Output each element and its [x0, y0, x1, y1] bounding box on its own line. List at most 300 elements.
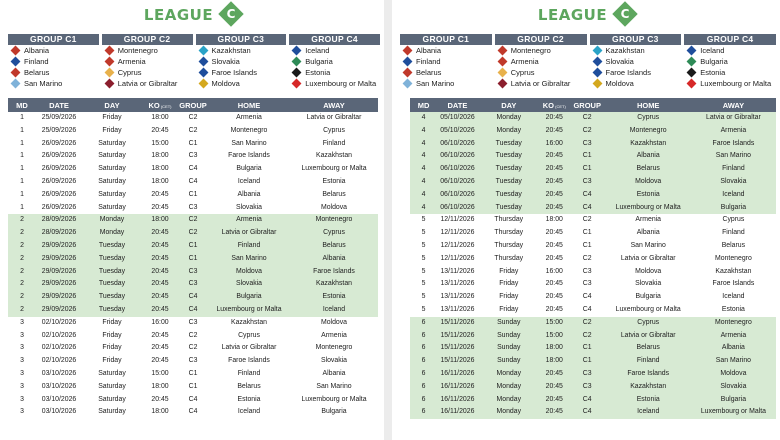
cell-date: 15/11/2026 — [440, 331, 475, 339]
cell-away: Montenegro — [315, 344, 353, 352]
cell-date: 06/10/2026 — [440, 203, 475, 211]
cell-date: 06/10/2026 — [440, 177, 475, 185]
cell-home: Moldova — [235, 267, 263, 275]
cell-group: C2 — [188, 114, 198, 121]
cell-home: Armenia — [236, 216, 262, 224]
cell-md: 4 — [421, 190, 426, 198]
cell-group: C1 — [582, 152, 592, 160]
cell-kickoff: 20:45 — [545, 382, 563, 390]
table-row — [410, 278, 776, 291]
cell-kickoff: 15:00 — [545, 331, 563, 339]
team-name: Latvia or Gibraltar — [117, 79, 178, 88]
table-row — [8, 253, 378, 266]
cell-md: 4 — [421, 203, 426, 211]
cell-day: Sunday — [497, 357, 521, 365]
table-row — [410, 330, 776, 343]
cell-group: C3 — [188, 280, 198, 288]
cell-home: Cyprus — [238, 331, 260, 339]
cell-kickoff: 20:45 — [545, 152, 563, 160]
cell-date: 03/10/2026 — [41, 395, 77, 403]
team-name: Cyprus — [117, 68, 142, 77]
cell-day: Friday — [499, 305, 519, 313]
cell-md: 5 — [421, 229, 426, 237]
cell-kickoff: 20:45 — [545, 280, 563, 288]
column-header-group — [569, 101, 606, 110]
cell-day: Monday — [496, 382, 522, 390]
cell-md: 5 — [421, 280, 426, 288]
fixtures-header — [410, 98, 776, 112]
cell-kickoff: 20:45 — [151, 357, 169, 365]
flag-icon — [403, 79, 413, 89]
ko-timezone-label: (CET) — [159, 103, 172, 109]
cell-away: Armenia — [720, 126, 747, 134]
cell-kickoff: 20:45 — [545, 369, 563, 377]
cell-kickoff: 16:00 — [545, 139, 563, 147]
team-name: San Marino — [416, 79, 455, 88]
column-header-md — [8, 101, 36, 110]
groups-table — [8, 34, 380, 90]
cell-md: 3 — [20, 395, 24, 403]
cell-group: C4 — [582, 395, 592, 403]
cell-home: Finland — [636, 357, 660, 365]
cell-date: 26/09/2026 — [41, 139, 77, 147]
cell-group: C2 — [582, 126, 592, 134]
flag-icon — [497, 57, 507, 67]
league-title-text: LEAGUE — [537, 6, 608, 24]
table-row — [410, 176, 776, 189]
cell-day: Tuesday — [98, 305, 126, 313]
flag-icon — [104, 46, 114, 56]
cell-group: C2 — [188, 344, 198, 352]
cell-home: Finland — [237, 241, 261, 249]
column-header-kickoff — [540, 101, 569, 110]
cell-date: 16/11/2026 — [440, 408, 475, 416]
cell-home: Iceland — [237, 408, 261, 416]
group-header: GROUP C3 — [196, 34, 287, 45]
cell-md: 2 — [20, 254, 24, 262]
cell-md: 2 — [20, 229, 24, 237]
cell-home: San Marino — [231, 139, 267, 147]
cell-date: 29/09/2026 — [41, 241, 77, 249]
cell-away: Belarus — [322, 241, 346, 249]
group-column — [684, 34, 776, 90]
cell-md: 2 — [20, 216, 24, 224]
group-header: GROUP C4 — [289, 34, 380, 45]
group-column — [102, 34, 193, 90]
column-header-label: DAY — [501, 100, 517, 110]
cell-home: Latvia or Gibraltar — [221, 229, 277, 237]
table-row — [8, 125, 378, 138]
team-name: Albania — [24, 46, 50, 55]
cell-home: Slovakia — [635, 280, 662, 288]
cell-md: 6 — [421, 331, 426, 339]
cell-md: 6 — [421, 318, 426, 326]
team-entry — [684, 78, 776, 89]
cell-date: 29/09/2026 — [41, 305, 77, 313]
cell-away: San Marino — [715, 357, 752, 365]
cell-date: 25/09/2026 — [41, 126, 77, 134]
cell-home: Armenia — [635, 216, 662, 224]
table-row — [8, 394, 378, 407]
cell-group: C3 — [582, 177, 592, 185]
cell-date: 05/10/2026 — [440, 126, 475, 134]
team-entry — [289, 56, 380, 67]
cell-kickoff: 20:45 — [151, 395, 169, 403]
flag-icon — [292, 79, 302, 89]
cell-home: Kazakhstan — [230, 318, 267, 326]
cell-md: 4 — [421, 114, 426, 121]
cell-kickoff: 20:45 — [151, 254, 169, 262]
table-row — [8, 368, 378, 381]
cell-day: Friday — [102, 126, 122, 134]
cell-day: Friday — [102, 318, 122, 326]
team-name: Cyprus — [510, 68, 535, 77]
cell-group: C2 — [582, 331, 592, 339]
flag-icon — [292, 57, 302, 67]
table-row — [410, 304, 776, 317]
flag-icon — [198, 46, 208, 56]
flag-icon — [292, 46, 302, 56]
cell-away: Iceland — [322, 305, 346, 313]
cell-date: 02/10/2026 — [41, 318, 77, 326]
cell-md: 5 — [421, 241, 426, 249]
cell-day: Tuesday — [495, 177, 522, 185]
cell-away: Albania — [721, 344, 745, 352]
team-entry — [102, 67, 193, 78]
flag-icon — [11, 68, 21, 78]
cell-home: San Marino — [231, 254, 267, 262]
cell-home: Cyprus — [637, 318, 660, 326]
table-row — [410, 253, 776, 266]
team-name: Slovakia — [605, 57, 634, 66]
flag-icon — [592, 79, 602, 89]
team-name: Iceland — [305, 46, 330, 55]
team-entry — [495, 67, 587, 78]
cell-md: 1 — [20, 126, 24, 134]
table-row — [410, 240, 776, 253]
cell-kickoff: 18:00 — [151, 382, 169, 390]
cell-away: Slovakia — [720, 177, 747, 185]
cell-away: Moldova — [320, 318, 348, 326]
table-row — [410, 368, 776, 381]
flag-icon — [198, 79, 208, 89]
team-entry — [102, 78, 193, 89]
cell-kickoff: 20:45 — [151, 126, 169, 134]
cell-group: C2 — [188, 216, 198, 224]
cell-date: 12/11/2026 — [440, 241, 475, 249]
cell-md: 4 — [421, 177, 426, 185]
team-entry — [289, 67, 380, 78]
team-entry — [495, 45, 587, 56]
team-name: Bulgaria — [700, 57, 728, 66]
table-row — [410, 125, 776, 138]
cell-away: Luxembourg or Malta — [700, 408, 766, 416]
table-row — [410, 342, 776, 355]
table-row — [410, 406, 776, 419]
team-name: Luxembourg or Malta — [700, 79, 772, 88]
schedule-panel-right — [392, 0, 780, 440]
cell-day: Monday — [496, 369, 522, 377]
cell-day: Saturday — [98, 203, 126, 211]
team-name: Montenegro — [117, 46, 158, 55]
cell-away: Belarus — [322, 190, 346, 198]
column-header-home — [208, 101, 290, 110]
cell-kickoff: 20:45 — [151, 331, 169, 339]
table-row — [8, 381, 378, 394]
cell-day: Saturday — [98, 190, 126, 198]
cell-date: 05/10/2026 — [440, 114, 475, 121]
league-logo-letter: C — [620, 7, 630, 21]
cell-group: C1 — [582, 357, 592, 365]
cell-day: Thursday — [494, 229, 524, 237]
cell-day: Tuesday — [98, 280, 126, 288]
cell-group: C1 — [582, 165, 592, 173]
cell-md: 2 — [20, 267, 24, 275]
cell-group: C3 — [188, 267, 198, 275]
cell-kickoff: 18:00 — [151, 177, 169, 185]
cell-kickoff: 15:00 — [151, 139, 169, 147]
table-row — [410, 266, 776, 279]
cell-kickoff: 20:45 — [545, 241, 563, 249]
cell-date: 26/09/2026 — [41, 177, 77, 185]
cell-date: 26/09/2026 — [41, 203, 77, 211]
flag-icon — [592, 57, 602, 67]
cell-kickoff: 20:45 — [545, 165, 563, 173]
team-name: Moldova — [605, 79, 634, 88]
cell-home: Estonia — [237, 395, 261, 403]
team-name: Kazakhstan — [211, 46, 251, 55]
cell-date: 12/11/2026 — [440, 254, 475, 262]
cell-day: Sunday — [497, 318, 521, 326]
table-row — [8, 202, 378, 215]
cell-kickoff: 20:45 — [545, 190, 563, 198]
cell-away: Slovakia — [720, 382, 747, 390]
cell-kickoff: 18:00 — [545, 357, 563, 365]
cell-day: Saturday — [98, 408, 126, 416]
team-name: Armenia — [117, 57, 146, 66]
cell-home: Bulgaria — [635, 293, 661, 301]
team-name: Belarus — [416, 68, 442, 77]
table-row — [8, 406, 378, 419]
group-header: GROUP C3 — [590, 34, 682, 45]
flag-icon — [497, 79, 507, 89]
cell-kickoff: 18:00 — [545, 216, 563, 224]
flag-icon — [403, 57, 413, 67]
cell-group: C2 — [188, 229, 198, 237]
cell-away: Latvia or Gibraltar — [306, 114, 362, 121]
cell-date: 13/11/2026 — [440, 305, 475, 313]
table-row — [8, 176, 378, 189]
cell-kickoff: 20:45 — [151, 305, 169, 313]
cell-kickoff: 20:45 — [545, 254, 563, 262]
team-name: Faroe Islands — [605, 68, 651, 77]
cell-date: 02/10/2026 — [41, 344, 77, 352]
table-row — [410, 150, 776, 163]
cell-home: Slovakia — [235, 203, 263, 211]
table-row — [8, 355, 378, 368]
cell-kickoff: 20:45 — [151, 190, 169, 198]
cell-day: Saturday — [98, 152, 126, 160]
cell-md: 4 — [421, 126, 426, 134]
cell-day: Sunday — [497, 344, 521, 352]
cell-kickoff: 20:45 — [545, 229, 563, 237]
table-row — [8, 304, 378, 317]
cell-away: Luxembourg or Malta — [301, 165, 367, 173]
cell-md: 1 — [20, 165, 24, 173]
cell-home: Bulgaria — [236, 293, 262, 301]
cell-md: 2 — [20, 305, 24, 313]
cell-home: Belarus — [636, 165, 660, 173]
group-header: GROUP C4 — [684, 34, 776, 45]
cell-group: C2 — [582, 254, 592, 262]
cell-day: Friday — [102, 114, 122, 121]
table-row — [8, 163, 378, 176]
cell-group: C1 — [188, 254, 198, 262]
group-column — [400, 34, 492, 90]
cell-group: C4 — [582, 190, 592, 198]
cell-home: Luxembourg or Malta — [615, 305, 681, 313]
cell-date: 13/11/2026 — [440, 293, 475, 301]
team-entry — [400, 45, 492, 56]
cell-kickoff: 20:45 — [545, 114, 563, 121]
cell-kickoff: 20:45 — [545, 408, 563, 416]
cell-home: Montenegro — [230, 126, 268, 134]
table-row — [8, 317, 378, 330]
cell-home: Latvia or Gibraltar — [620, 254, 676, 262]
cell-md: 1 — [20, 190, 24, 198]
cell-away: Moldova — [320, 203, 348, 211]
cell-group: C2 — [188, 126, 198, 134]
column-header-group — [178, 101, 208, 110]
table-row — [410, 202, 776, 215]
cell-away: Cyprus — [323, 229, 345, 237]
cell-home: Albania — [636, 152, 660, 160]
team-name: Slovakia — [211, 57, 240, 66]
cell-date: 02/10/2026 — [41, 331, 77, 339]
flag-icon — [292, 68, 302, 78]
cell-md: 6 — [421, 344, 426, 352]
cell-md: 5 — [421, 305, 426, 313]
flag-icon — [198, 57, 208, 67]
cell-group: C3 — [582, 139, 592, 147]
team-entry — [196, 67, 287, 78]
cell-md: 1 — [20, 203, 24, 211]
cell-date: 06/10/2026 — [440, 165, 475, 173]
cell-day: Thursday — [494, 241, 524, 249]
cell-group: C1 — [582, 344, 592, 352]
flag-icon — [104, 57, 114, 67]
table-row — [410, 355, 776, 368]
cell-home: Faroe Islands — [228, 152, 270, 160]
team-name: Kazakhstan — [605, 46, 645, 55]
cell-away: Cyprus — [323, 126, 345, 134]
cell-kickoff: 20:45 — [545, 305, 563, 313]
ko-timezone-label: (CET) — [554, 103, 566, 109]
team-name: Moldova — [211, 79, 240, 88]
column-header-label: HOME — [636, 100, 660, 110]
team-name: Albania — [416, 46, 442, 55]
table-row — [8, 266, 378, 279]
cell-group: C4 — [188, 177, 198, 185]
cell-group: C4 — [188, 293, 198, 301]
cell-group: C1 — [188, 382, 198, 390]
league-title-text: LEAGUE — [143, 6, 214, 24]
league-c-logo-icon — [218, 1, 243, 26]
flag-icon — [687, 46, 697, 56]
cell-group: C4 — [188, 408, 198, 416]
cell-day: Tuesday — [98, 254, 126, 262]
team-entry — [684, 56, 776, 67]
cell-away: Finland — [322, 139, 346, 147]
team-name: Iceland — [700, 46, 725, 55]
table-row — [8, 150, 378, 163]
team-entry — [8, 45, 99, 56]
group-header: GROUP C1 — [8, 34, 99, 45]
cell-day: Tuesday — [495, 139, 522, 147]
cell-date: 13/11/2026 — [440, 280, 475, 288]
column-header-label: KO — [148, 100, 160, 110]
column-header-label: KO — [542, 100, 554, 110]
cell-group: C4 — [582, 203, 592, 211]
cell-md: 5 — [421, 293, 426, 301]
team-entry — [590, 78, 682, 89]
flag-icon — [592, 46, 602, 56]
cell-group: C4 — [188, 395, 198, 403]
team-entry — [590, 67, 682, 78]
cell-date: 16/11/2026 — [440, 382, 475, 390]
cell-day: Friday — [499, 293, 519, 301]
group-column — [495, 34, 587, 90]
group-header: GROUP C2 — [495, 34, 587, 45]
cell-home: Albania — [237, 190, 261, 198]
league-title — [0, 6, 384, 30]
group-header: GROUP C2 — [102, 34, 193, 45]
cell-day: Monday — [496, 408, 522, 416]
column-header-kickoff — [142, 101, 178, 110]
team-entry — [400, 56, 492, 67]
cell-group: C4 — [582, 408, 592, 416]
cell-md: 3 — [20, 408, 24, 416]
cell-day: Monday — [99, 216, 125, 224]
cell-away: San Marino — [316, 382, 352, 390]
team-entry — [400, 78, 492, 89]
table-row — [410, 214, 776, 227]
cell-home: Belarus — [237, 382, 261, 390]
cell-md: 5 — [421, 267, 426, 275]
cell-group: C3 — [188, 203, 198, 211]
cell-group: C1 — [582, 241, 592, 249]
flag-icon — [497, 68, 507, 78]
cell-home: Iceland — [237, 177, 261, 185]
cell-md: 3 — [20, 331, 24, 339]
cell-kickoff: 18:00 — [151, 152, 169, 160]
cell-home: Montenegro — [629, 126, 667, 134]
cell-group: C3 — [188, 318, 198, 326]
cell-kickoff: 18:00 — [545, 344, 563, 352]
cell-away: Iceland — [722, 190, 745, 198]
cell-kickoff: 20:45 — [151, 229, 169, 237]
cell-kickoff: 20:45 — [151, 203, 169, 211]
flag-icon — [104, 79, 114, 89]
team-entry — [289, 45, 380, 56]
cell-away: Faroe Islands — [313, 267, 355, 275]
cell-away: San Marino — [715, 152, 752, 160]
cell-day: Saturday — [98, 382, 126, 390]
table-row — [8, 112, 378, 125]
cell-md: 2 — [20, 280, 24, 288]
team-name: Latvia or Gibraltar — [510, 79, 571, 88]
cell-away: Montenegro — [715, 254, 752, 262]
